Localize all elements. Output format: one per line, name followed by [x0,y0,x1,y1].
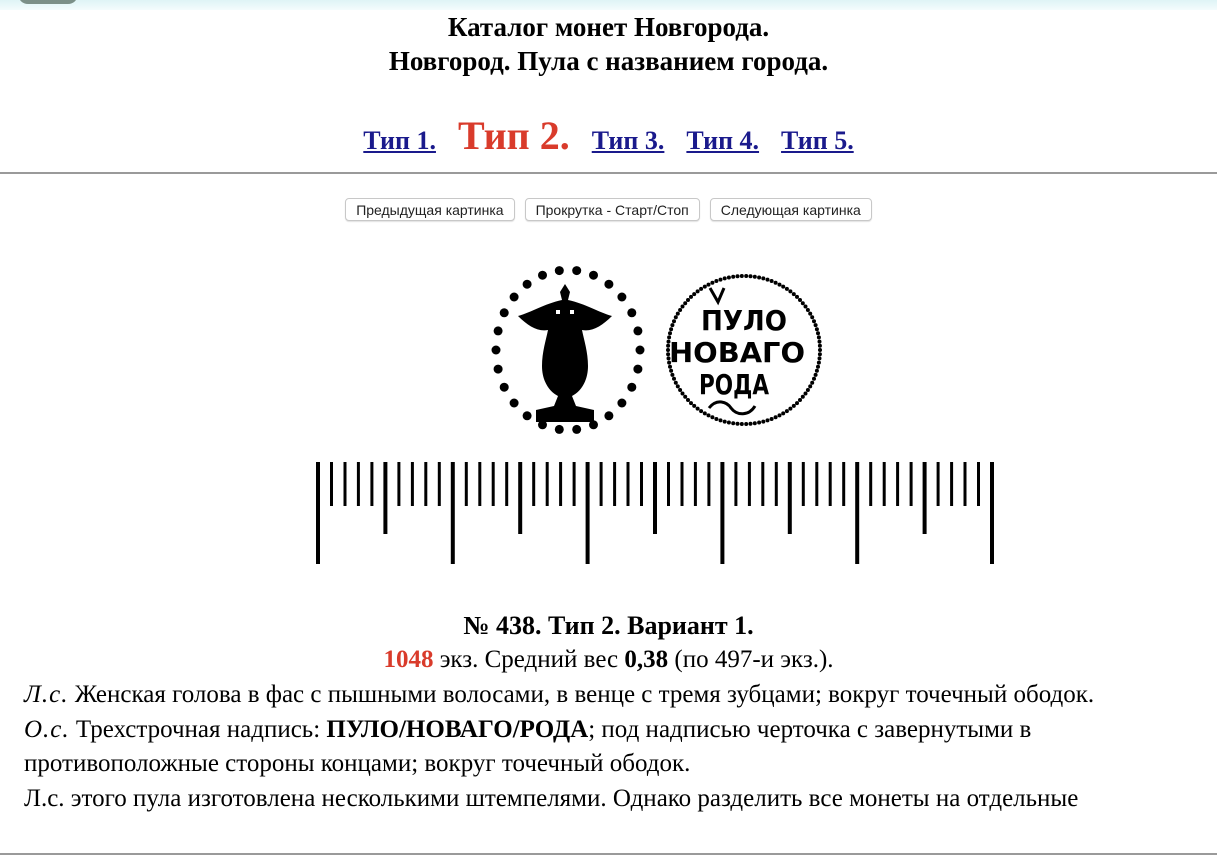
border-dot [500,308,509,317]
scale-ruler [318,462,992,564]
border-dot [736,274,740,278]
border-dot [714,279,718,283]
border-dot [727,421,731,425]
border-dot [816,365,820,369]
count-suffix: экз. Средний вес [433,646,625,673]
border-dot [778,413,782,417]
border-dot [510,293,519,302]
border-dot [785,287,789,291]
crown-head-figure [518,284,612,422]
border-dot [795,401,799,405]
obverse-description: Л.с. Женская голова в фас с пышными волосами, в венце с тремя зубцами; вокруг точечный ободок. [24,681,1095,708]
page-header [0,10,1217,78]
border-dot [572,425,581,434]
border-dot [806,308,810,312]
border-dot [617,399,626,408]
border-dot [686,298,690,302]
border-dot [798,398,802,402]
border-dot [818,344,822,348]
reverse-inscription: ПУЛО/НОВАГО/РОДА [326,715,589,743]
obverse-label: Л.с. [24,681,69,708]
border-dot [692,292,696,296]
specimen-count: 1048 [383,646,434,673]
coin-reverse-image [666,274,822,426]
border-dot [815,327,819,331]
border-dot [818,356,822,360]
border-dot [696,289,700,293]
border-dot [523,280,532,289]
border-dot [757,421,761,425]
border-dot [633,365,642,374]
border-dot [814,373,818,377]
border-dot [689,295,693,299]
logo-icon [18,0,78,4]
border-dot [818,348,822,352]
border-dot [806,388,810,392]
border-dot [494,365,503,374]
border-dot [736,422,740,426]
border-dot [727,276,731,280]
top-banner-strip [0,0,1217,10]
border-dot [633,326,642,335]
border-dot [804,392,808,396]
border-dot [770,417,774,421]
page-subtitle: Новгород. Пула с названием города. [388,46,829,76]
border-dot [801,395,805,399]
border-dot [808,384,812,388]
border-dot [627,383,636,392]
border-dot [604,280,613,289]
border-dot [753,421,757,425]
border-dot [510,399,519,408]
border-dot [627,308,636,317]
border-dot [801,301,805,305]
border-dot [770,279,774,283]
border-dot [707,283,711,287]
border-dot [812,377,816,381]
border-dot [766,278,770,282]
coin-obverse-image [492,266,645,434]
stamp-note: Л.с. этого пула изготовлена несколькими штемпелями. Однако разделить все монеты на отдельные [24,784,1079,812]
border-dot [810,315,814,319]
border-dot [753,275,757,279]
border-dot [523,411,532,420]
border-dot [792,292,796,296]
border-dot [670,373,674,377]
border-dot [617,293,626,302]
border-dot [788,407,792,411]
border-dot [808,312,812,316]
border-dot [674,315,678,319]
coin-inscription-line-2: НОВАГО [669,336,805,369]
border-dot [672,319,676,323]
border-dot [740,422,744,426]
bottom-divider [0,853,1217,855]
border-dot [710,415,714,419]
entry-description [24,678,1204,816]
tab-type-3[interactable]: Тип 3. [591,126,665,155]
page-title: Каталог монет Новгорода. [447,12,770,42]
reverse-description: О.с. Трехстрочная надпись: ПУЛО/НОВАГО/РОДА; под надписью черточка с завернутыми в противоположные стороны концами; вокруг точечный ободок. [24,715,1032,777]
border-dot [683,301,687,305]
border-dot [676,384,680,388]
border-dot [749,274,753,278]
tab-type-2-current: Тип 2. [457,113,570,158]
border-dot [604,411,613,420]
border-dot [678,388,682,392]
border-dot [670,323,674,327]
border-dot [731,275,735,279]
border-dot [774,415,778,419]
prev-image-button[interactable]: Предыдущая картинка [345,198,514,221]
coin-inscription-line-1: ПУЛО [701,304,787,337]
slideshow-controls [0,198,1217,221]
border-dot [818,340,822,344]
border-dot [555,266,564,275]
tab-type-1[interactable]: Тип 1. [363,126,436,155]
border-dot [714,417,718,421]
border-dot [810,381,814,385]
border-dot [683,395,687,399]
border-dot [814,323,818,327]
tab-type-4[interactable]: Тип 4. [686,126,760,155]
border-dot [538,271,547,280]
border-dot [699,287,703,291]
border-dot [719,418,723,422]
border-dot [815,369,819,373]
border-dot [674,381,678,385]
border-dot [589,271,598,280]
coin-inscription-line-3: РОДА [699,368,770,401]
border-dot [710,281,714,285]
border-dot [492,346,501,355]
border-dot [686,398,690,402]
border-dot [731,421,735,425]
border-dot [678,308,682,312]
border-dot [749,422,753,426]
border-dot [740,274,744,278]
tab-type-5[interactable]: Тип 5. [781,126,854,155]
border-dot [761,420,765,424]
border-dot [572,266,581,275]
border-dot [719,278,723,282]
border-dot [676,312,680,316]
scroll-toggle-button[interactable]: Прокрутка - Старт/Стоп [525,198,700,221]
border-dot [816,331,820,335]
entry-heading: № 438. Тип 2. Вариант 1. [463,611,754,640]
border-dot [785,409,789,413]
border-dot [723,420,727,424]
type-navigation [0,112,1217,159]
border-dot [778,283,782,287]
border-dot [689,401,693,405]
border-dot [681,305,685,309]
border-dot [798,298,802,302]
border-dot [795,295,799,299]
border-dot [818,352,822,356]
weight-suffix: (по 497-и экз.). [668,646,834,673]
border-dot [696,407,700,411]
border-dot [555,425,564,434]
border-dot [692,404,696,408]
border-dot [744,274,748,278]
border-dot [494,326,503,335]
border-dot [699,409,703,413]
header-divider [0,172,1217,174]
border-dot [781,285,785,289]
border-dot [804,305,808,309]
border-dot [672,377,676,381]
border-dot [500,383,509,392]
border-dot [817,361,821,365]
border-dot [781,411,785,415]
border-dot [703,411,707,415]
border-dot [668,331,672,335]
border-dot [761,276,765,280]
reverse-label: О.с. [24,715,70,743]
border-dot [774,281,778,285]
next-image-button[interactable]: Следующая картинка [710,198,872,221]
border-dot [757,276,761,280]
border-dot [766,418,770,422]
border-dot [788,289,792,293]
border-dot [636,346,645,355]
border-dot [723,276,727,280]
border-dot [669,327,673,331]
border-dot [744,422,748,426]
border-dot [669,369,673,373]
coin-drawing [316,262,996,567]
border-dot [681,392,685,396]
border-dot [817,335,821,339]
entry-stats [0,643,1217,677]
border-dot [812,319,816,323]
average-weight: 0,38 [624,646,669,673]
border-dot [703,285,707,289]
border-dot [707,413,711,417]
border-dot [792,404,796,408]
